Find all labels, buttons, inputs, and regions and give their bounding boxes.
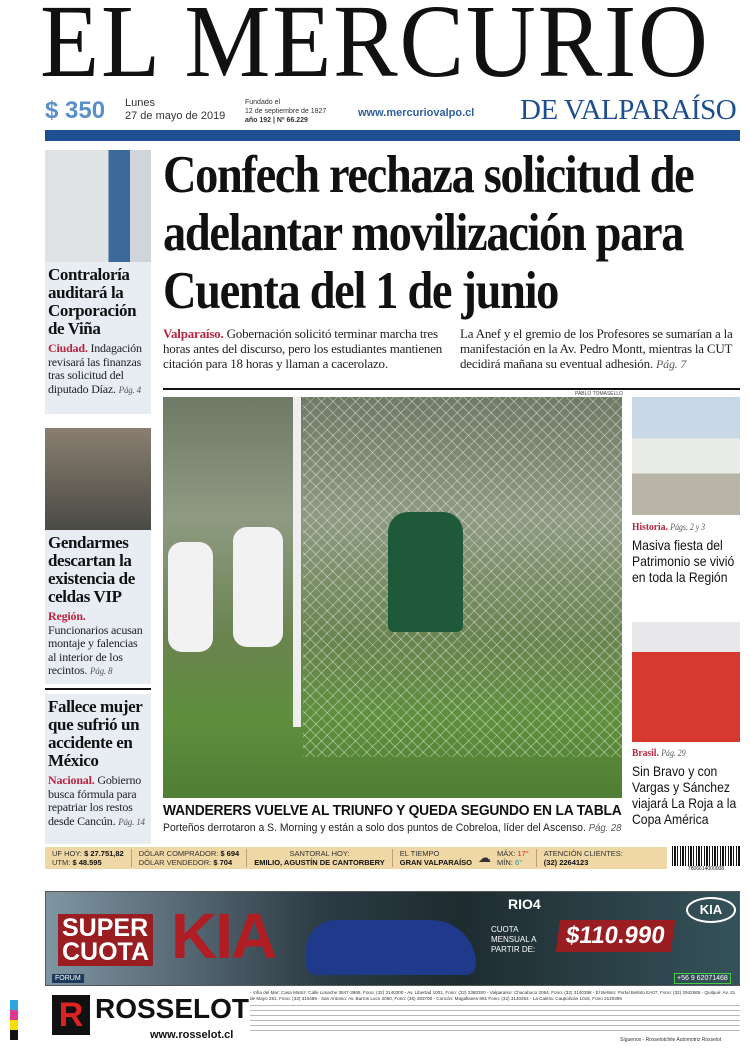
section-label: Historia. xyxy=(632,521,668,533)
story-headline: Fallece mujer que sufrió un accidente en México xyxy=(48,697,143,770)
dolar: DÓLAR COMPRADOR: $ 694 DÓLAR VENDEDOR: $ 704 xyxy=(132,849,247,867)
ad-model: RIO4 xyxy=(508,896,541,912)
photo-credit: PABLO TOMASELLO xyxy=(575,391,624,397)
goal-post xyxy=(293,397,301,727)
page-ref: Pág. 4 xyxy=(118,384,141,395)
ad-kia-text: KIA xyxy=(171,900,276,972)
story-text: Gobierno busca fórmula para repatriar los restos desde Cancún. xyxy=(48,773,142,828)
divider-bar xyxy=(45,130,740,141)
page-ref: Pág. 29 xyxy=(661,748,686,758)
masthead-title: EL MERCURIO xyxy=(40,0,710,99)
car-image xyxy=(306,920,476,975)
weather: EL TIEMPO GRAN VALPARAÍSO ☁ MÁX: 17° MÍN: 6° xyxy=(393,849,537,867)
page-ref: Pág. 7 xyxy=(656,357,687,371)
main-photo[interactable] xyxy=(163,397,622,798)
kia-ad[interactable] xyxy=(45,891,740,986)
left-story-2[interactable] xyxy=(45,428,151,684)
info-bar xyxy=(45,847,667,869)
rosselot-url[interactable]: www.rosselot.cl xyxy=(150,1029,234,1041)
right-story-2[interactable] xyxy=(632,747,740,827)
caption-text: Porteños derrotaron a S. Morning y están a solo dos puntos de Cobreloa, líder del Ascenso. xyxy=(163,822,586,834)
story-headline: Contraloría auditará la Corporación de Viña xyxy=(48,265,137,338)
forum-logo: FORUM xyxy=(52,974,84,983)
story-text: Indagación revisará las finanzas tras solicitud del diputado Díaz. xyxy=(48,341,142,396)
left-story-1[interactable] xyxy=(45,150,151,414)
kia-logo: KIA xyxy=(686,897,736,923)
edition: año 192 | Nº 66.229 xyxy=(245,117,308,124)
ad-cuota-label: CUOTA MENSUAL A PARTIR DE: xyxy=(491,925,537,954)
deck-text: Gobernación solicitó terminar marcha tres horas antes del discurso, pero los estudiantes mantienen citación para 18 horas y llaman a cacerolazo. xyxy=(163,326,443,371)
rosselot-logo-icon: R xyxy=(52,995,90,1035)
player-white xyxy=(168,542,213,652)
player-photo xyxy=(632,622,740,742)
section-label: Nacional. xyxy=(48,773,95,787)
section-label: Brasil. xyxy=(632,747,659,759)
weekday: Lunes xyxy=(125,97,155,109)
ad-super-cuota: SUPER CUOTA xyxy=(58,914,153,966)
website-link[interactable]: www.mercuriovalpo.cl xyxy=(358,107,475,119)
story-photo xyxy=(45,428,151,530)
story-photo xyxy=(45,150,151,262)
rule xyxy=(163,388,740,390)
ad-price: $110.990 xyxy=(556,920,675,952)
social-links[interactable]: Síguenos - Rosselotchile Automotriz Rosselot xyxy=(620,1037,722,1043)
cloud-icon: ☁ xyxy=(478,850,491,865)
page-ref: Pág. 14 xyxy=(118,816,145,827)
section-label: Ciudad. xyxy=(48,341,88,355)
ad-addresses: - Viña del Mar: Casa Matriz: Calle Limache 3847-3865, Fono: (32) 3140300 - Av. Libertad 1001, Fono: (32) 2380300 - Valparaíso: Chacabuco 2064, Fono: (32) 3140398 - El Belloto: Portal Belloto EA07, Fono: (32) 2942665 - Quilpué: Av. 21 de Mayo 281, Fono: (33) 310488 - San Antonio: Av. Barros Luco 2050, Fono: (35) 283700 - Concón: Magallanes 891 Fono: (32) 3140364 - La Calera: Caupolicán 1015, Fono 3140396 xyxy=(250,990,736,1001)
founded-info xyxy=(245,98,326,125)
founded-label: Fundado el xyxy=(245,99,281,106)
masthead-subtitle: DE VALPARAÍSO xyxy=(520,94,737,126)
patrimonio-photo xyxy=(632,397,740,515)
story-text: Funcionarios acusan montaje y falencias al interior de los recintos. xyxy=(48,622,143,677)
story-headline: Sin Bravo y con Vargas y Sánchez viajará La Roja a la Copa América xyxy=(632,763,737,827)
price: $ 350 xyxy=(45,97,106,124)
section-label: Valparaíso. xyxy=(163,326,224,341)
player-white xyxy=(233,527,283,647)
page-ref: Págs. 2 y 3 xyxy=(670,522,706,532)
uf-utm: UF HOY: $ 27.751,82 UTM: $ 48.595 xyxy=(45,849,132,867)
photo-caption-headline[interactable]: WANDERERS VUELVE AL TRIUNFO Y QUEDA SEGUNDO EN LA TABLA xyxy=(163,803,622,819)
section-label: Región. xyxy=(48,609,86,623)
photo-caption xyxy=(163,822,621,835)
story-headline: Masiva fiesta del Patrimonio se vivió en toda la Región xyxy=(632,537,735,585)
deck-right xyxy=(460,326,742,372)
founded-date: 12 de septiembre de 1827 xyxy=(245,108,327,115)
print-color-strip xyxy=(10,1000,18,1040)
santoral: SANTORAL HOY: EMILIO, AGUSTÍN DE CANTORBERY xyxy=(247,849,393,867)
barcode xyxy=(672,846,740,866)
page-ref: Pág. 28 xyxy=(588,823,622,834)
main-headline[interactable]: Confech rechaza solicitud de adelantar movilización para Cuenta del 1 de junio xyxy=(163,146,694,320)
rosselot-brand: ROSSELOT xyxy=(95,993,250,1024)
divider xyxy=(45,688,151,690)
page-ref: Pág. 8 xyxy=(90,666,113,676)
customer-service: ATENCIÓN CLIENTES: (32) 2264123 xyxy=(543,849,623,867)
issue-date xyxy=(125,97,225,123)
right-story-1[interactable] xyxy=(632,521,740,585)
barcode-number: 7806614000008 xyxy=(672,866,740,872)
deck-text: La Anef y el gremio de los Profesores se sumarían a la manifestación en la Av. Pedro Montt, mientras la CUT decidirá mañana su eventual adhesión. xyxy=(460,326,733,371)
ad-fine-print xyxy=(250,1005,740,1034)
whatsapp-phone: +56 9 62071468 xyxy=(674,973,731,984)
story-headline: Gendarmes descartan la existencia de celdas VIP xyxy=(48,533,135,606)
deck-left xyxy=(163,326,453,371)
player-green xyxy=(388,512,463,632)
left-story-3[interactable] xyxy=(45,694,151,844)
date: 27 de mayo de 2019 xyxy=(125,110,226,122)
